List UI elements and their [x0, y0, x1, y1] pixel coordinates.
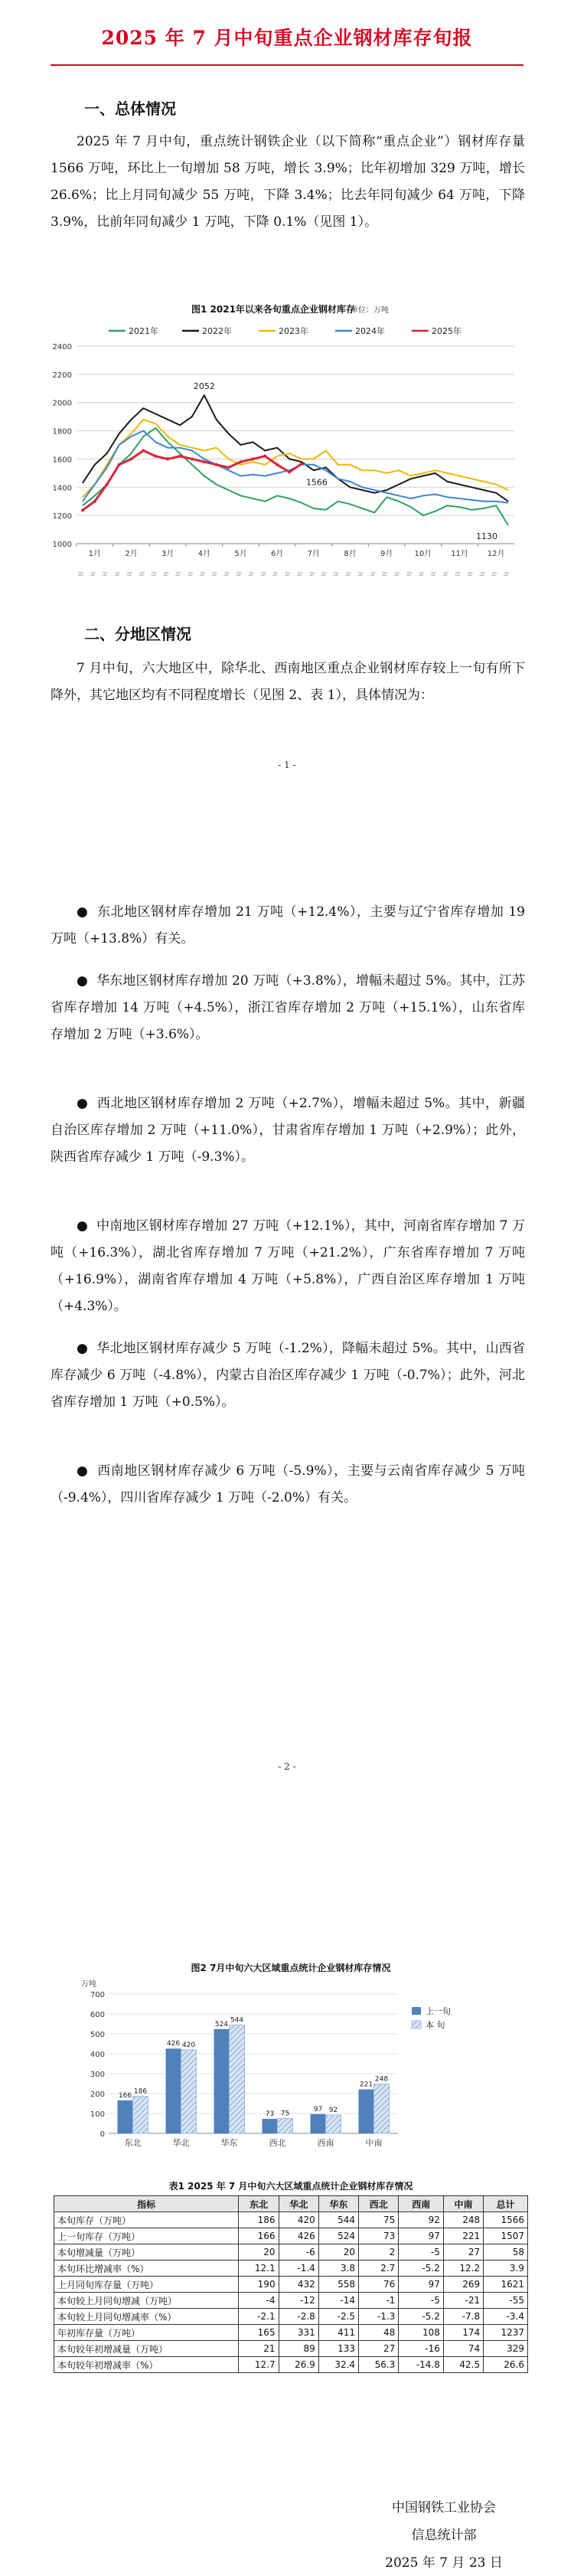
- figure1-point: [263, 455, 266, 458]
- figure1-point: [142, 449, 145, 452]
- figure2-y-tick: 300: [90, 2071, 105, 2079]
- figure2-bar-chart: [77, 1960, 505, 2152]
- table1-grid: [54, 2195, 528, 2373]
- figure2-value-label: 544: [230, 2016, 244, 2025]
- section1-heading: 一、总体情况: [84, 100, 176, 118]
- table1-row-label: 本旬较上月同旬增减率（%）: [54, 2309, 239, 2325]
- signature-org: 中国钢铁工业协会: [392, 2500, 496, 2516]
- figure1-unit: 单位：万吨: [351, 306, 389, 315]
- figure2-bar: [230, 2025, 245, 2133]
- table-row: [54, 2325, 528, 2341]
- table1-cell: 97: [399, 2277, 444, 2293]
- figure1-period-label: 旬: [455, 571, 461, 577]
- table1-cell: 248: [443, 2212, 483, 2228]
- table1-row-label: 本旬较上月同旬增减（万吨）: [54, 2293, 239, 2309]
- table1-cell: -4: [239, 2293, 279, 2309]
- figure1-period-label: 旬: [406, 571, 413, 577]
- figure1-period-label: 旬: [187, 571, 194, 577]
- table-row: [54, 2293, 528, 2309]
- table1-cell: -55: [484, 2293, 528, 2309]
- figure2-value-label: 186: [133, 2087, 148, 2096]
- figure1-period-label: 旬: [211, 571, 218, 577]
- figure2-category-label: 西北: [269, 2138, 286, 2148]
- table1-cell: 165: [239, 2325, 279, 2341]
- figure1-period-label: 旬: [90, 571, 96, 577]
- figure1-low-label: 1130: [476, 531, 498, 542]
- figure1-month-label: 12月: [487, 550, 505, 558]
- figure2-value-label: 248: [374, 2075, 389, 2084]
- table1-cell: 544: [318, 2212, 358, 2228]
- figure1-legend-label: 2025年: [432, 326, 461, 336]
- table1-cell: 221: [443, 2228, 483, 2244]
- figure1-month-label: 1月: [88, 550, 102, 558]
- region-north: ● 华北地区钢材库存减少 5 万吨（-1.2%），降幅未超过 5%。其中，山西省库存减少 6 万吨（-4.8%），内蒙古自治区库存减少 1 万吨（-0.7%）；此外，河北省库存增加 1 万吨（+0.5%）。: [51, 1341, 525, 1410]
- table1-column-header: 华东: [318, 2196, 358, 2212]
- figure1-point: [251, 457, 254, 460]
- table1-cell: 26.9: [279, 2357, 318, 2373]
- table1-cell: 174: [443, 2325, 483, 2341]
- table1-cell: 73: [359, 2228, 399, 2244]
- figure1-legend-label: 2021年: [129, 326, 158, 336]
- figure1-period-label: 旬: [382, 571, 389, 577]
- table1-cell: -14.8: [399, 2357, 444, 2373]
- figure2-value-label: 92: [328, 2107, 338, 2115]
- table1-cell: 2.7: [359, 2261, 399, 2277]
- figure1-point: [106, 483, 109, 486]
- region-northeast: ● 东北地区钢材库存增加 21 万吨（+12.4%），主要与辽宁省库存增加 19 万吨（+13.8%）有关。: [51, 904, 525, 946]
- region-central-south-text: 中南地区钢材库存增加 27 万吨（+12.1%），其中，河南省库存增加 7 万吨（+16.3%），湖北省库存增加 7 万吨（+21.2%），广东省库存增加 7 万吨（+16.9%），湖南省库存增加 4 万吨（+5.8%），广西自治区库存增加 1 万吨（+4.3%）。: [51, 1218, 525, 1314]
- figure2-bar: [278, 2119, 293, 2134]
- figure1-point: [154, 455, 157, 458]
- table1: [54, 2179, 528, 2373]
- figure1-period-label: 旬: [223, 571, 230, 577]
- figure1-point: [276, 463, 279, 466]
- table1-row-label: 上一旬库存（万吨）: [54, 2228, 239, 2244]
- table1-cell: 1621: [484, 2277, 528, 2293]
- table1-row-label: 本旬库存（万吨）: [54, 2212, 239, 2228]
- figure1-point: [118, 463, 121, 466]
- table1-cell: -5: [399, 2244, 444, 2261]
- figure1-period-label: 旬: [163, 571, 170, 577]
- figure1-y-tick: 2200: [52, 371, 72, 380]
- table-row: [54, 2228, 528, 2244]
- figure1-period-label: 旬: [357, 571, 364, 577]
- table1-column-header: 中南: [443, 2196, 483, 2212]
- region-central-south: ● 中南地区钢材库存增加 27 万吨（+12.1%），其中，河南省库存增加 7 万吨（+16.3%），湖北省库存增加 7 万吨（+21.2%），广东省库存增加 7 万吨（+16.9%），湖南省库存增加 4 万吨（+5.8%），广西自治区库存增加 1 万吨（+4.3%）。: [51, 1218, 525, 1314]
- figure1-point: [240, 460, 243, 463]
- figure2-bar: [359, 2090, 374, 2133]
- region-east: ● 华东地区钢材库存增加 20 万吨（+3.8%），增幅未超过 5%。其中，江苏省库存增加 14 万吨（+4.5%），浙江省库存增加 2 万吨（+15.1%），山东省库存增加 2 万吨（+3.6%）。: [51, 973, 525, 1042]
- page-number-2: - 2 -: [278, 1761, 296, 1772]
- figure2-value-label: 426: [166, 2040, 181, 2048]
- figure1-peak-label: 2052: [193, 381, 215, 392]
- table1-column-header: 东北: [239, 2196, 279, 2212]
- figure1-period-label: 旬: [236, 571, 243, 577]
- table1-column-header: 西南: [399, 2196, 444, 2212]
- figure1-month-label: 5月: [234, 550, 247, 558]
- region-east-text: 华东地区钢材库存增加 20 万吨（+3.8%），增幅未超过 5%。其中，江苏省库存增加 14 万吨（+4.5%），浙江省库存增加 2 万吨（+15.1%），山东省库存增加 2 万吨（+3.6%）。: [51, 973, 525, 1042]
- report-title: 2025 年 7 月中旬重点企业钢材库存旬报: [101, 27, 473, 49]
- table1-cell: 329: [484, 2341, 528, 2357]
- figure2-y-tick: 100: [90, 2110, 105, 2119]
- table1-cell: 558: [318, 2277, 358, 2293]
- table1-cell: -16: [399, 2341, 444, 2357]
- figure1-period-label: 旬: [491, 571, 498, 577]
- figure1-period-label: 旬: [260, 571, 267, 577]
- table1-row-label: 上月同旬库存量（万吨）: [54, 2277, 239, 2293]
- table1-cell: 27: [443, 2244, 483, 2261]
- figure1-legend-label: 2022年: [202, 326, 232, 336]
- table1-cell: -7.8: [443, 2309, 483, 2325]
- table1-row-label: 本旬较年初增减率（%）: [54, 2357, 239, 2373]
- figure1-point: [130, 457, 133, 460]
- table1-cell: -21: [443, 2293, 483, 2309]
- figure1-point: [215, 463, 218, 466]
- region-southwest: ● 西南地区钢材库存减少 6 万吨（-5.9%），主要与云南省库存减少 5 万吨（-9.4%），四川省库存减少 1 万吨（-2.0%）有关。: [51, 1463, 525, 1505]
- table1-column-header: 总计: [484, 2196, 528, 2212]
- figure2-y-tick: 400: [90, 2051, 105, 2059]
- table-row: [54, 2277, 528, 2293]
- region-northwest: ● 西北地区钢材库存增加 2 万吨（+2.7%），增幅未超过 5%。其中，新疆自治区库存增加 2 万吨（+11.0%），甘肃省库存增加 1 万吨（+2.9%）；此外，陕西省库存减少 1 万吨（-9.3%）。: [51, 1096, 525, 1165]
- figure1-period-label: 旬: [442, 571, 449, 577]
- table1-cell: 1566: [484, 2212, 528, 2228]
- table1-cell: 20: [318, 2244, 358, 2261]
- figure2-y-tick: 500: [90, 2031, 105, 2039]
- figure1-month-label: 8月: [344, 550, 357, 558]
- table1-column-header: 西北: [359, 2196, 399, 2212]
- figure2-y-tick: 700: [90, 1991, 105, 1999]
- table1-cell: 32.4: [318, 2357, 358, 2373]
- figure1-point: [300, 463, 303, 466]
- table-row: [54, 2341, 528, 2357]
- table1-cell: 269: [443, 2277, 483, 2293]
- figure1-period-label: 旬: [345, 571, 352, 577]
- table1-cell: 42.5: [443, 2357, 483, 2373]
- figure1-period-label: 旬: [479, 571, 486, 577]
- figure1-period-label: 旬: [126, 571, 133, 577]
- table1-cell: 12.1: [239, 2261, 279, 2277]
- table1-cell: 20: [239, 2244, 279, 2261]
- table1-cell: 411: [318, 2325, 358, 2341]
- figure2-legend-label: 上一旬: [426, 2006, 451, 2016]
- figure1-point: [191, 457, 194, 460]
- figure1-period-label: 旬: [285, 571, 292, 577]
- table1-row-label: 年初库存量（万吨）: [54, 2325, 239, 2341]
- table1-row-label: 本旬增减量（万吨）: [54, 2244, 239, 2261]
- figure1-month-label: 2月: [125, 550, 138, 558]
- figure1-month-label: 11月: [451, 550, 468, 558]
- figure1-point: [178, 455, 181, 458]
- figure1-period-label: 旬: [418, 571, 425, 577]
- figure1-period-label: 旬: [333, 571, 340, 577]
- figure1-period-label: 旬: [102, 571, 109, 577]
- table1-cell: 1237: [484, 2325, 528, 2341]
- figure1-period-label: 旬: [114, 571, 121, 577]
- table1-column-header: 指标: [54, 2196, 239, 2212]
- figure1-point: [203, 460, 206, 463]
- table1-cell: 26.6: [484, 2357, 528, 2373]
- table1-cell: 426: [279, 2228, 318, 2244]
- figure1-point: [93, 500, 96, 503]
- table1-cell: 2: [359, 2244, 399, 2261]
- table1-cell: 524: [318, 2228, 358, 2244]
- figure1-period-label: 旬: [296, 571, 303, 577]
- section1-paragraph: 2025 年 7 月中旬，重点统计钢铁企业（以下简称“重点企业”）钢材库存量 1566 万吨，环比上一旬增加 58 万吨，增长 3.9%；比年初增加 329 万吨，增长 26.6%；比上月同旬减少 55 万吨，下降 3.4%；比去年同旬减少 64 万吨，下降 3.9%，比前年同旬减少 1 万吨，下降 0.1%（见图 1）。: [51, 134, 525, 230]
- table1-cell: 27: [359, 2341, 399, 2357]
- figure1-period-label: 旬: [199, 571, 206, 577]
- figure2-value-label: 221: [359, 2081, 373, 2089]
- table1-cell: 420: [279, 2212, 318, 2228]
- figure1-y-tick: 2400: [52, 343, 72, 351]
- figure2-bar: [181, 2050, 197, 2133]
- figure2-legend-label: 本 旬: [426, 2020, 445, 2030]
- table1-cell: -3.4: [484, 2309, 528, 2325]
- table-row: [54, 2212, 528, 2228]
- table1-cell: 48: [359, 2325, 399, 2341]
- table1-cell: 97: [399, 2228, 444, 2244]
- table1-cell: 432: [279, 2277, 318, 2293]
- table1-cell: 3.9: [484, 2261, 528, 2277]
- figure1-y-tick: 1200: [52, 512, 72, 521]
- signature-date: 2025 年 7 月 23 日: [385, 2555, 503, 2571]
- table1-cell: -12: [279, 2293, 318, 2309]
- table-row: [54, 2244, 528, 2261]
- figure2-value-label: 420: [181, 2041, 196, 2049]
- table1-cell: 58: [484, 2244, 528, 2261]
- figure2-y-tick: 200: [90, 2091, 105, 2099]
- table1-cell: -5.2: [399, 2261, 444, 2277]
- figure1-legend-label: 2023年: [279, 326, 308, 336]
- figure2-value-label: 524: [214, 2020, 229, 2028]
- table1-cell: -2.5: [318, 2309, 358, 2325]
- table1-cell: 76: [359, 2277, 399, 2293]
- figure1-y-tick: 1800: [52, 427, 72, 436]
- figure1-y-tick: 1600: [52, 456, 72, 465]
- table1-cell: 21: [239, 2341, 279, 2357]
- figure1-period-label: 旬: [430, 571, 437, 577]
- figure1-line-chart: [46, 300, 528, 590]
- table-row: [54, 2357, 528, 2373]
- figure2-category-label: 华东: [220, 2138, 238, 2148]
- section2-paragraph: 7 月中旬，六大地区中，除华北、西南地区重点企业钢材库存较上一旬有所下降外，其它地区均有不同程度增长（见图 2、表 1），具体情况为：: [51, 661, 525, 703]
- figure1-y-tick: 1400: [52, 484, 72, 493]
- table1-cell: 75: [359, 2212, 399, 2228]
- figure1-period-label: 旬: [248, 571, 255, 577]
- figure2-bar: [326, 2115, 341, 2133]
- table1-cell: 92: [399, 2212, 444, 2228]
- table1-cell: 133: [318, 2341, 358, 2357]
- figure2-y-tick: 0: [99, 2130, 105, 2139]
- table1-cell: 12.7: [239, 2357, 279, 2373]
- figure1-month-label: 6月: [270, 550, 284, 558]
- figure2-bar: [263, 2119, 278, 2133]
- table1-cell: -14: [318, 2293, 358, 2309]
- figure1-period-label: 旬: [77, 571, 84, 577]
- table1-caption: 表1 2025 年 7 月中旬六大区域重点统计企业钢材库存情况: [168, 2181, 413, 2192]
- figure1-series-line: [83, 428, 508, 525]
- figure1-period-label: 旬: [272, 571, 279, 577]
- figure1-point: [81, 508, 84, 512]
- figure1-current-label: 1566: [305, 477, 328, 488]
- table1-cell: 56.3: [359, 2357, 399, 2373]
- table1-cell: 89: [279, 2341, 318, 2357]
- region-northwest-text: 西北地区钢材库存增加 2 万吨（+2.7%），增幅未超过 5%。其中，新疆自治区库存增加 2 万吨（+11.0%），甘肃省库存增加 1 万吨（+2.9%）；此外，陕西省库存减少 1 万吨（-9.3%）。: [51, 1096, 525, 1165]
- figure2-y-unit: 万吨: [81, 1980, 96, 1989]
- figure1-period-label: 旬: [467, 571, 474, 577]
- table1-cell: -6: [279, 2244, 318, 2261]
- figure2-category-label: 华北: [172, 2138, 190, 2148]
- figure2-bar: [133, 2097, 148, 2133]
- figure2-value-label: 166: [118, 2091, 132, 2100]
- title-divider: [51, 64, 523, 66]
- figure1-period-label: 旬: [308, 571, 315, 577]
- region-southwest-text: 西南地区钢材库存减少 6 万吨（-5.9%），主要与云南省库存减少 5 万吨（-9.4%），四川省库存减少 1 万吨（-2.0%）有关。: [51, 1463, 525, 1505]
- figure1-month-label: 10月: [414, 550, 432, 558]
- table1-cell: 190: [239, 2277, 279, 2293]
- figure2-bar: [166, 2048, 181, 2133]
- table1-cell: -5: [399, 2293, 444, 2309]
- figure2-bar: [118, 2100, 133, 2133]
- figure1-month-label: 7月: [307, 550, 321, 558]
- table-row: [54, 2309, 528, 2325]
- figure1-period-label: 旬: [175, 571, 182, 577]
- table1-row-label: 本旬较年初增减量（万吨）: [54, 2341, 239, 2357]
- region-northeast-text: 东北地区钢材库存增加 21 万吨（+12.4%），主要与辽宁省库存增加 19 万吨（+13.8%）有关。: [51, 904, 525, 946]
- section2-heading: 二、分地区情况: [84, 625, 191, 643]
- table1-row-label: 本旬环比增减率（%）: [54, 2261, 239, 2277]
- figure2-legend-swatch: [412, 2007, 421, 2015]
- table1-cell: 331: [279, 2325, 318, 2341]
- table1-cell: 12.2: [443, 2261, 483, 2277]
- table-row: [54, 2261, 528, 2277]
- table1-cell: -1.3: [359, 2309, 399, 2325]
- figure2-title: 图2 7月中旬六大区域重点统计企业钢材库存情况: [191, 1963, 391, 1973]
- table1-cell: 1507: [484, 2228, 528, 2244]
- table1-column-header: 华北: [279, 2196, 318, 2212]
- figure2-category-label: 中南: [365, 2138, 383, 2148]
- figure1-period-label: 旬: [139, 571, 145, 577]
- figure1-y-tick: 1000: [52, 541, 72, 549]
- table1-cell: 74: [443, 2341, 483, 2357]
- figure1-title: 图1 2021年以来各旬重点企业钢材库存: [191, 304, 355, 315]
- figure1-point: [288, 470, 291, 473]
- figure1-period-label: 旬: [321, 571, 328, 577]
- figure2-legend-swatch: [412, 2021, 421, 2028]
- figure1-period-label: 旬: [504, 571, 510, 577]
- figure1-point: [227, 466, 230, 469]
- table1-cell: 166: [239, 2228, 279, 2244]
- figure1-month-label: 3月: [161, 550, 174, 558]
- table1-cell: 3.8: [318, 2261, 358, 2277]
- table1-cell: -5.2: [399, 2309, 444, 2325]
- figure2-value-label: 73: [265, 2110, 275, 2119]
- figure2-bar: [374, 2084, 390, 2133]
- figure2-value-label: 97: [313, 2105, 323, 2113]
- figure1-month-label: 9月: [380, 550, 393, 558]
- figure2-category-label: 东北: [124, 2138, 142, 2148]
- table1-cell: -2.8: [279, 2309, 318, 2325]
- figure1-y-tick: 2000: [52, 399, 72, 408]
- figure1-legend-label: 2024年: [355, 326, 385, 336]
- figure1-point: [166, 457, 169, 460]
- figure2-bar: [214, 2029, 230, 2133]
- figure1-period-label: 旬: [151, 571, 158, 577]
- table1-cell: 186: [239, 2212, 279, 2228]
- table1-cell: -1: [359, 2293, 399, 2309]
- figure2-value-label: 75: [280, 2110, 290, 2118]
- figure1-series-line: [83, 395, 508, 502]
- figure1-period-label: 旬: [370, 571, 377, 577]
- figure2-bar: [311, 2114, 326, 2133]
- signature-dept: 信息统计部: [411, 2528, 477, 2543]
- page-number-1: - 1 -: [278, 760, 296, 770]
- table1-cell: -2.1: [239, 2309, 279, 2325]
- figure1-period-label: 旬: [394, 571, 401, 577]
- figure1-month-label: 4月: [197, 550, 211, 558]
- figure2-y-tick: 600: [90, 2011, 105, 2019]
- figure2-category-label: 西南: [317, 2138, 334, 2148]
- region-north-text: 华北地区钢材库存减少 5 万吨（-1.2%），降幅未超过 5%。其中，山西省库存减少 6 万吨（-4.8%），内蒙古自治区库存减少 1 万吨（-0.7%）；此外，河北省库存增加 1 万吨（+0.5%）。: [51, 1341, 525, 1410]
- table1-cell: -1.4: [279, 2261, 318, 2277]
- table1-cell: 108: [399, 2325, 444, 2341]
